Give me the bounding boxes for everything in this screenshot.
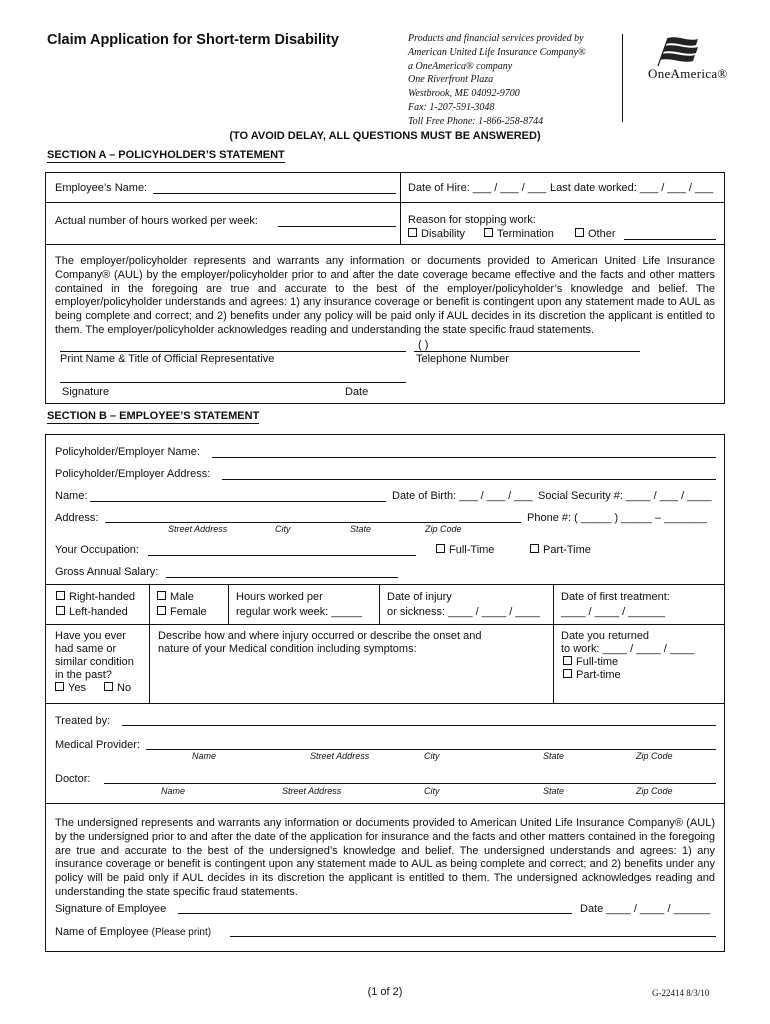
address-zip-caption: Zip Code — [425, 524, 462, 534]
left-handed-checkbox[interactable] — [56, 606, 128, 618]
checkbox-label: Right-handed — [69, 591, 136, 603]
divider — [400, 173, 401, 244]
checkbox-label: Yes — [68, 682, 86, 694]
doctor-field[interactable] — [104, 783, 716, 784]
medical-provider-label: Medical Provider: — [55, 739, 140, 751]
checkbox-icon[interactable] — [157, 606, 166, 615]
employer-address-label: Policyholder/Employer Address: — [55, 468, 211, 480]
treated-by-field[interactable] — [122, 725, 716, 726]
address-state-caption: State — [350, 524, 372, 534]
divider — [149, 585, 150, 703]
company-line: One Riverfront Plaza — [408, 74, 494, 86]
telephone-label: Telephone Number — [416, 353, 509, 365]
section-b-heading: SECTION B – EMPLOYEE’S STATEMENT — [47, 410, 260, 422]
reason-termination-checkbox[interactable] — [484, 228, 554, 240]
name-of-employee-text: Name of Employee — [55, 926, 149, 938]
divider — [46, 624, 724, 625]
divider — [228, 585, 229, 624]
dr-zip-caption: Zip Code — [636, 786, 673, 796]
checkbox-label: Full-time — [576, 656, 619, 668]
hours-field[interactable]: regular work week: _____ — [236, 606, 362, 618]
checkbox-icon[interactable] — [563, 656, 572, 665]
checkbox-icon[interactable] — [484, 228, 493, 237]
reason-disability-checkbox[interactable] — [408, 228, 465, 240]
mp-state-caption: State — [543, 751, 565, 761]
checkbox-icon[interactable] — [530, 544, 539, 553]
name-field[interactable] — [90, 501, 386, 502]
checkbox-icon[interactable] — [436, 544, 445, 553]
returned-part-time-checkbox[interactable] — [563, 669, 621, 681]
company-line: American United Life Insurance Company® — [408, 46, 586, 58]
checkbox-icon[interactable] — [157, 591, 166, 600]
returned-label: Date you returned — [561, 630, 650, 642]
employee-print-name-field[interactable] — [230, 936, 716, 937]
divider — [46, 803, 724, 804]
employee-name-label: Employee’s Name: — [55, 182, 148, 194]
same-condition-question: Have you ever — [55, 630, 126, 642]
employee-name-field[interactable] — [153, 193, 396, 194]
returned-full-time-checkbox[interactable] — [563, 656, 618, 668]
returned-field[interactable]: to work: ____ / ____ / ____ — [561, 643, 695, 655]
employer-address-field[interactable] — [222, 479, 716, 480]
checkbox-label: Full-Time — [449, 544, 495, 556]
occupation-field[interactable] — [148, 555, 416, 556]
print-name-label: Print Name & Title of Official Representative — [60, 353, 275, 365]
form-code: G-22414 8/3/10 — [652, 988, 710, 998]
company-line: Toll Free Phone: 1-866-258-8744 — [408, 115, 544, 127]
occupation-label: Your Occupation: — [55, 544, 139, 556]
reason-other-checkbox[interactable] — [575, 228, 616, 240]
header-divider — [622, 34, 623, 122]
last-date-worked-field[interactable]: Last date worked: ___ / ___ / ___ — [550, 182, 714, 194]
brand-name: OneAmerica® — [648, 66, 728, 81]
first-treatment-label: Date of first treatment: — [561, 591, 670, 603]
divider — [46, 584, 724, 585]
checkbox-icon[interactable] — [408, 228, 417, 237]
checkbox-label: Female — [170, 606, 207, 618]
company-line: Products and financial services provided by — [408, 33, 584, 44]
dr-state-caption: State — [543, 786, 565, 796]
divider — [379, 585, 380, 624]
employer-name-label: Policyholder/Employer Name: — [55, 446, 200, 458]
signature-date-field[interactable]: Date ____ / ____ / ______ — [580, 903, 711, 915]
describe-textarea[interactable] — [156, 660, 546, 700]
injury-date-label: Date of injury — [387, 591, 452, 603]
injury-date-field[interactable]: or sickness: ____ / ____ / ____ — [387, 606, 540, 618]
checkbox-icon[interactable] — [55, 682, 64, 691]
doctor-label: Doctor: — [55, 773, 91, 785]
company-line: a OneAmerica® company — [408, 60, 513, 72]
form-title: Claim Application for Short-term Disability — [47, 32, 339, 48]
checkbox-icon[interactable] — [575, 228, 584, 237]
dr-city-caption: City — [424, 786, 440, 796]
dr-name-caption: Name — [161, 786, 186, 796]
address-label: Address: — [55, 512, 99, 524]
same-condition-question: had same or — [55, 643, 117, 655]
dob-field[interactable]: Date of Birth: ___ / ___ / ___ — [392, 490, 533, 502]
address-street-caption: Street Address — [168, 524, 228, 534]
salary-label: Gross Annual Salary: — [55, 566, 159, 578]
reason-label: Reason for stopping work: — [408, 214, 536, 226]
checkbox-label: Part-Time — [543, 544, 591, 556]
section-a-heading: SECTION A – POLICYHOLDER’S STATEMENT — [47, 149, 285, 161]
checkbox-icon[interactable] — [563, 669, 572, 678]
divider — [46, 202, 724, 203]
checkbox-label: Left-handed — [69, 606, 128, 618]
checkbox-label: No — [117, 682, 132, 694]
ssn-field[interactable]: Social Security #: ____ / ___ / ____ — [538, 490, 712, 502]
please-print-text: (Please print) — [151, 927, 212, 938]
treated-by-label: Treated by: — [55, 715, 111, 727]
right-handed-checkbox[interactable] — [56, 591, 135, 603]
print-name-field[interactable] — [60, 351, 406, 352]
employee-statement: The undersigned represents and warrants any information or documents provided to American United Life Insurance Company® (AUL) by the undersigned prior to and after the date of the application for insurance and the facts and other matters contained in the foregoing are true and accurate to the best of the undersigned’s knowledge and belief. The undersigned understands and agrees: 1) any insurance coverage or benefit is contingent upon any statement made to AUL as being complete and correct; and 2) benefits under any policy will be paid only if AUL decides in its discretion the applicant is entitled to them. The undersigned acknowledges reading and understanding the state specific fraud statements. — [55, 817, 715, 898]
salary-field[interactable] — [166, 577, 398, 578]
phone-area-code[interactable]: ( ) — [418, 339, 429, 351]
employee-signature-label: Signature of Employee — [55, 903, 167, 915]
divider — [553, 585, 554, 703]
reason-other-field[interactable] — [624, 239, 716, 240]
notice: (TO AVOID DELAY, ALL QUESTIONS MUST BE ANSWERED) — [229, 130, 541, 142]
employer-name-field[interactable] — [212, 457, 716, 458]
mp-zip-caption: Zip Code — [636, 751, 673, 761]
describe-label: nature of your Medical condition including symptoms: — [158, 643, 417, 655]
hours-worked-label: Actual number of hours worked per week: — [55, 215, 258, 227]
page-number: (1 of 2) — [367, 986, 403, 998]
company-line: Westbrook, ME 04092-9700 — [408, 88, 520, 100]
dr-street-caption: Street Address — [282, 786, 342, 796]
checkbox-icon[interactable] — [56, 606, 65, 615]
signature-label: Signature — [62, 386, 110, 398]
telephone-field[interactable] — [414, 351, 640, 352]
employee-signature-field[interactable] — [178, 913, 572, 914]
date-of-hire-field[interactable]: Date of Hire: ___ / ___ / ___ — [408, 182, 547, 194]
full-time-checkbox[interactable] — [436, 544, 494, 556]
describe-label: Describe how and where injury occurred or describe the onset and — [158, 630, 482, 642]
policyholder-statement: The employer/policyholder represents and warrants any information or documents provided to American United Life Insurance Company® (AUL) by the employer/policyholder prior to and after the date coverage became effective and the facts and other matters contained in the foregoing are true and accurate to the best of the employer/policyholder’s knowledge and belief. The employer/policyholder understands and agrees: 1) any insurance coverage or benefit is contingent upon any statement made to AUL as being complete and correct; and 2) benefits under any policy will be paid only if AUL decides in its discretion the applicant is entitled to them. The employer/policyholder acknowledges reading and understanding the state specific fraud statements. — [55, 255, 715, 336]
mp-name-caption: Name — [192, 751, 217, 761]
name-label: Name: — [55, 490, 88, 502]
checkbox-label: Disability — [421, 228, 466, 240]
divider — [46, 703, 724, 704]
female-checkbox[interactable] — [157, 606, 207, 618]
checkbox-label: Male — [170, 591, 194, 603]
checkbox-icon[interactable] — [56, 591, 65, 600]
date-label: Date — [345, 386, 369, 398]
checkbox-label: Part-time — [576, 669, 621, 681]
first-treatment-field[interactable]: ____ / ____ / ______ — [561, 606, 665, 618]
address-field[interactable] — [105, 522, 521, 523]
hours-label: Hours worked per — [236, 591, 323, 603]
employee-print-name-label — [55, 926, 211, 938]
address-city-caption: City — [275, 524, 291, 534]
yes-checkbox[interactable] — [55, 682, 86, 694]
hours-worked-field[interactable] — [278, 226, 396, 227]
signature-field[interactable] — [60, 382, 406, 383]
checkbox-label: Other — [588, 228, 616, 240]
checkbox-icon[interactable] — [104, 682, 113, 691]
no-checkbox[interactable] — [104, 682, 131, 694]
medical-provider-field[interactable] — [146, 749, 716, 750]
divider — [46, 244, 724, 245]
phone-field[interactable]: Phone #: ( _____ ) _____ – _______ — [527, 512, 707, 524]
mp-street-caption: Street Address — [310, 751, 370, 761]
mp-city-caption: City — [424, 751, 440, 761]
checkbox-label: Termination — [497, 228, 554, 240]
same-condition-question: in the past? — [55, 669, 112, 681]
male-checkbox[interactable] — [157, 591, 194, 603]
part-time-checkbox[interactable] — [530, 544, 591, 556]
company-line: Fax: 1-207-591-3048 — [408, 101, 495, 113]
company-info — [408, 32, 618, 129]
same-condition-question: similar condition — [55, 656, 134, 668]
